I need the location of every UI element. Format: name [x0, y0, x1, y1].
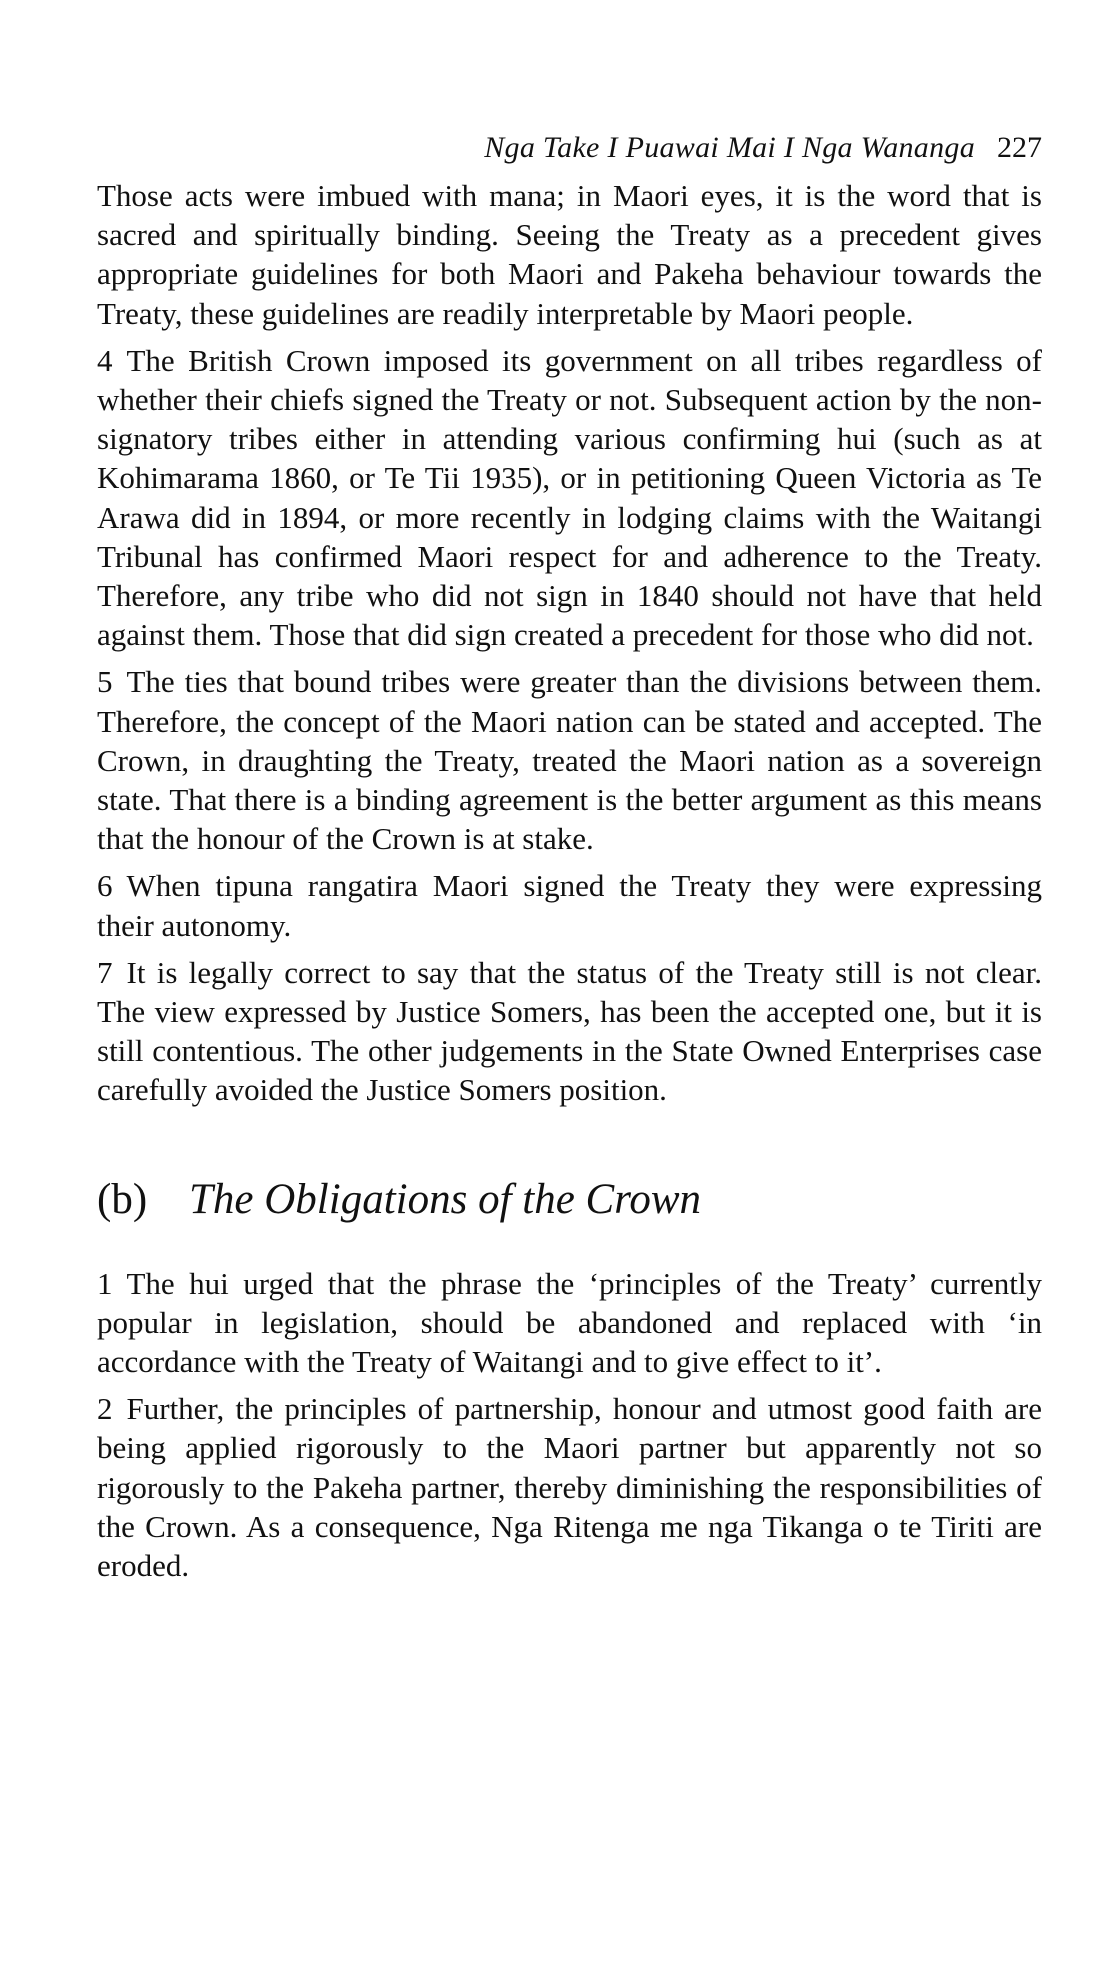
numbered-paragraph-6: [97, 866, 1042, 944]
paragraph-text: The hui urged that the phrase the ‘principles of the Treaty’ currently popular in legislation, should be abandoned and replaced with ‘in accordance with the Treaty of Waitangi and to give effect to it’.: [97, 1265, 1042, 1380]
paragraph-text: The British Crown imposed its government on all tribes regardless of whether their chiefs signed the Treaty or not. Subsequent action by the non-signatory tribes either in attending various confirming hui (such as at Kohimarama 1860, or Te Tii 1935), or in petitioning Queen Victoria as Te Arawa did in 1894, or more recently in lodging claims with the Waitangi Tribunal has confirmed Maori respect for and adherence to the Treaty. Therefore, any tribe who did not sign in 1840 should not have that held against them. Those that did sign created a precedent for those who did not.: [97, 342, 1042, 653]
section-heading: [97, 1172, 1042, 1228]
numbered-paragraph-4: [97, 341, 1042, 655]
section-label: (b): [97, 1175, 148, 1223]
paragraph-number: 7: [97, 954, 113, 990]
paragraph-number: 2: [97, 1391, 113, 1427]
paragraph-number: 5: [97, 664, 113, 700]
section-b-paragraph-1: [97, 1264, 1042, 1382]
section-title: The Obligations of the Crown: [189, 1175, 702, 1223]
paragraph-number: 4: [97, 342, 113, 378]
paragraph-text: It is legally correct to say that the status of the Treaty still is not clear. The view expressed by Justice Somers, has been the accepted one, but it is still contentious. The other judgements in the State Owned Enterprises case carefully avoided the Justice Somers position.: [97, 954, 1042, 1108]
paragraph-number: 1: [97, 1265, 113, 1301]
numbered-paragraph-7: [97, 953, 1042, 1110]
paragraph-continuation: Those acts were imbued with mana; in Maori eyes, it is the word that is sacred and spiritually binding. Seeing the Treaty as a precedent gives appropriate guidelines for both Maori and Pakeha behaviour towards the Treaty, these guidelines are readily interpretable by Maori people.: [97, 178, 1042, 331]
numbered-paragraph-5: [97, 662, 1042, 858]
paragraph-number: 6: [97, 868, 113, 904]
book-page: [97, 128, 1042, 1593]
running-head-title: Nga Take I Puawai Mai I Nga Wananga: [484, 131, 975, 164]
running-head: [97, 128, 1042, 168]
paragraph-text: The ties that bound tribes were greater than the divisions between them. Therefore, the concept of the Maori nation can be stated and accepted. The Crown, in draughting the Treaty, treated the Maori nation as a sovereign state. That there is a binding agreement is the better argument as this means that the honour of the Crown is at stake.: [97, 664, 1042, 857]
paragraph-text: Further, the principles of partnership, honour and utmost good faith are being applied rigorously to the Maori partner but apparently not so rigorously to the Pakeha partner, thereby diminishing the responsibilities of the Crown. As a consequence, Nga Ritenga me nga Tikanga o te Tiriti are eroded.: [97, 1391, 1042, 1584]
page-number: 227: [997, 131, 1042, 164]
paragraph-text: When tipuna rangatira Maori signed the Treaty they were expressing their autonomy.: [97, 868, 1042, 943]
section-b-paragraph-2: [97, 1389, 1042, 1585]
